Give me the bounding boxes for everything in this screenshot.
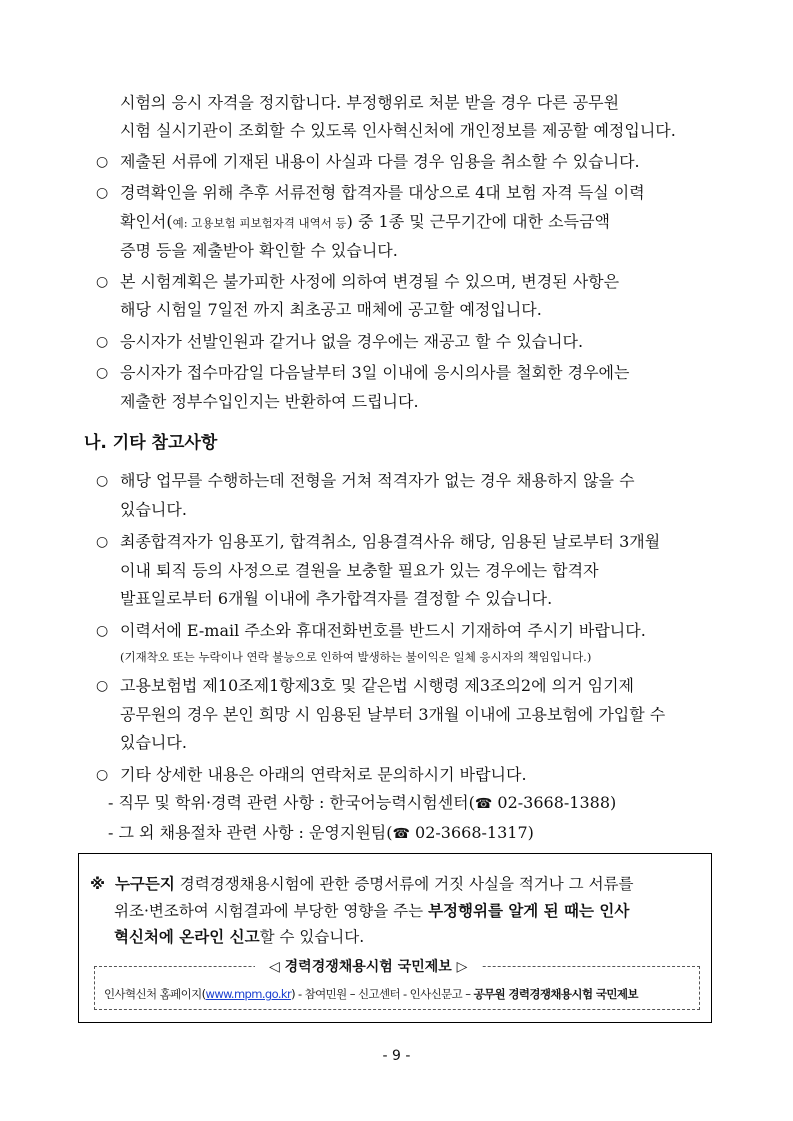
- list-item-line: 이내 퇴직 등의 사정으로 결원을 보충할 필요가 있는 경우에는 합격자: [120, 561, 599, 580]
- list-item-line: 있습니다.: [120, 500, 187, 519]
- list-item-line: 발표일로부터 6개월 이내에 추가합격자를 결정할 수 있습니다.: [120, 589, 553, 608]
- list-item: 최종합격자가 임용포기, 합격취소, 임용결격사유 해당, 임용된 날로부터 3개월: [120, 532, 661, 551]
- list-item-line: 있습니다.: [120, 733, 187, 752]
- list-item: 응시자가 접수마감일 다음날부터 3일 이내에 응시의사를 철회한 경우에는: [120, 363, 630, 382]
- list-item: 해당 업무를 수행하는데 전형을 거쳐 적격자가 없는 경우 채용하지 않을 수: [120, 471, 635, 490]
- report-path: 인사혁신처 홈페이지(www.mpm.go.kr) - 참여민원 – 신고센터 - 인사신문고 – 공무원 경력경쟁채용시험 국민제보: [104, 987, 638, 1001]
- notice-line: 혁신처에 온라인 신고할 수 있습니다.: [114, 928, 365, 946]
- list-item-line: 증명 등을 제출받아 확인할 수 있습니다.: [120, 241, 398, 260]
- bullet-circle: ○: [96, 678, 109, 694]
- bullet-circle: ○: [96, 274, 109, 290]
- list-item-line: 제출한 정부수입인지는 반환하여 드립니다.: [120, 392, 419, 411]
- list-item-line: 확인서(예: 고용보험 피보험자격 내역서 등) 중 1종 및 근무기간에 대한 소득금액: [120, 212, 610, 231]
- bullet-circle: ○: [96, 365, 109, 381]
- contact-line: - 그 외 채용절차 관련 사항 : 운영지원팀(☎ 02-3668-1317): [108, 823, 534, 842]
- telephone-icon: ☎: [474, 796, 493, 812]
- list-item: 응시자가 선발인원과 같거나 없을 경우에는 재공고 할 수 있습니다.: [120, 332, 584, 351]
- paragraph-line: 시험 실시기관이 조회할 수 있도록 인사혁신처에 개인정보를 제공할 예정입니다.: [120, 121, 676, 140]
- contact-line: - 직무 및 학위·경력 관련 사항 : 한국어능력시험센터(☎ 02-3668-1388): [108, 793, 617, 812]
- bullet-circle: ○: [96, 334, 109, 350]
- list-item: 기타 상세한 내용은 아래의 연락처로 문의하시기 바랍니다.: [120, 765, 527, 784]
- page-number: - 9 -: [382, 1048, 411, 1064]
- bullet-circle: ○: [96, 185, 109, 201]
- bullet-circle: ○: [96, 473, 109, 489]
- bullet-circle: ○: [96, 534, 109, 550]
- telephone-icon: ☎: [392, 826, 410, 842]
- list-item: 제출된 서류에 기재된 내용이 사실과 다를 경우 임용을 취소할 수 있습니다.: [120, 152, 640, 171]
- list-item: 고용보험법 제10조제1항제3호 및 같은법 시행령 제3조의2에 의거 임기제: [120, 676, 634, 695]
- report-title: ◁ 경력경쟁채용시험 국민제보 ▷: [255, 956, 481, 976]
- paragraph-line: 시험의 응시 자격을 정지합니다. 부정행위로 처분 받을 경우 다른 공무원: [120, 93, 620, 112]
- small-note: 예: 고용보험 피보험자격 내역서 등: [172, 216, 347, 230]
- bullet-circle: ○: [96, 623, 109, 639]
- list-item: 본 시험계획은 불가피한 사정에 의하여 변경될 수 있으며, 변경된 사항은: [120, 272, 620, 291]
- list-item: 이력서에 E-mail 주소와 휴대전화번호를 반드시 기재하여 주시기 바랍니다.: [120, 621, 646, 640]
- notice-line: 위조·변조하여 시험결과에 부당한 영향을 주는 부정행위를 알게 된 때는 인사: [114, 902, 630, 920]
- notice-line: ※ 누구든지 경력경쟁채용시험에 관한 증명서류에 거짓 사실을 적거나 그 서류를: [90, 875, 634, 893]
- website-link[interactable]: www.mpm.go.kr: [205, 987, 292, 1001]
- list-item: 경력확인을 위해 추후 서류전형 합격자를 대상으로 4대 보험 자격 득실 이력: [120, 183, 645, 202]
- list-item-line: 공무원의 경우 본인 희망 시 임용된 날부터 3개월 이내에 고용보험에 가입할 수: [120, 705, 666, 724]
- small-note: (기재착오 또는 누락이나 연락 불능으로 인하여 발생하는 불이익은 일체 응시자의 책임입니다.): [120, 650, 592, 664]
- bullet-circle: ○: [96, 767, 109, 783]
- list-item-line: 해당 시험일 7일전 까지 최초공고 매체에 공고할 예정입니다.: [120, 300, 542, 319]
- reference-mark: ※: [90, 875, 106, 893]
- section-heading: 나. 기타 참고사항: [84, 433, 218, 453]
- bullet-circle: ○: [96, 154, 109, 170]
